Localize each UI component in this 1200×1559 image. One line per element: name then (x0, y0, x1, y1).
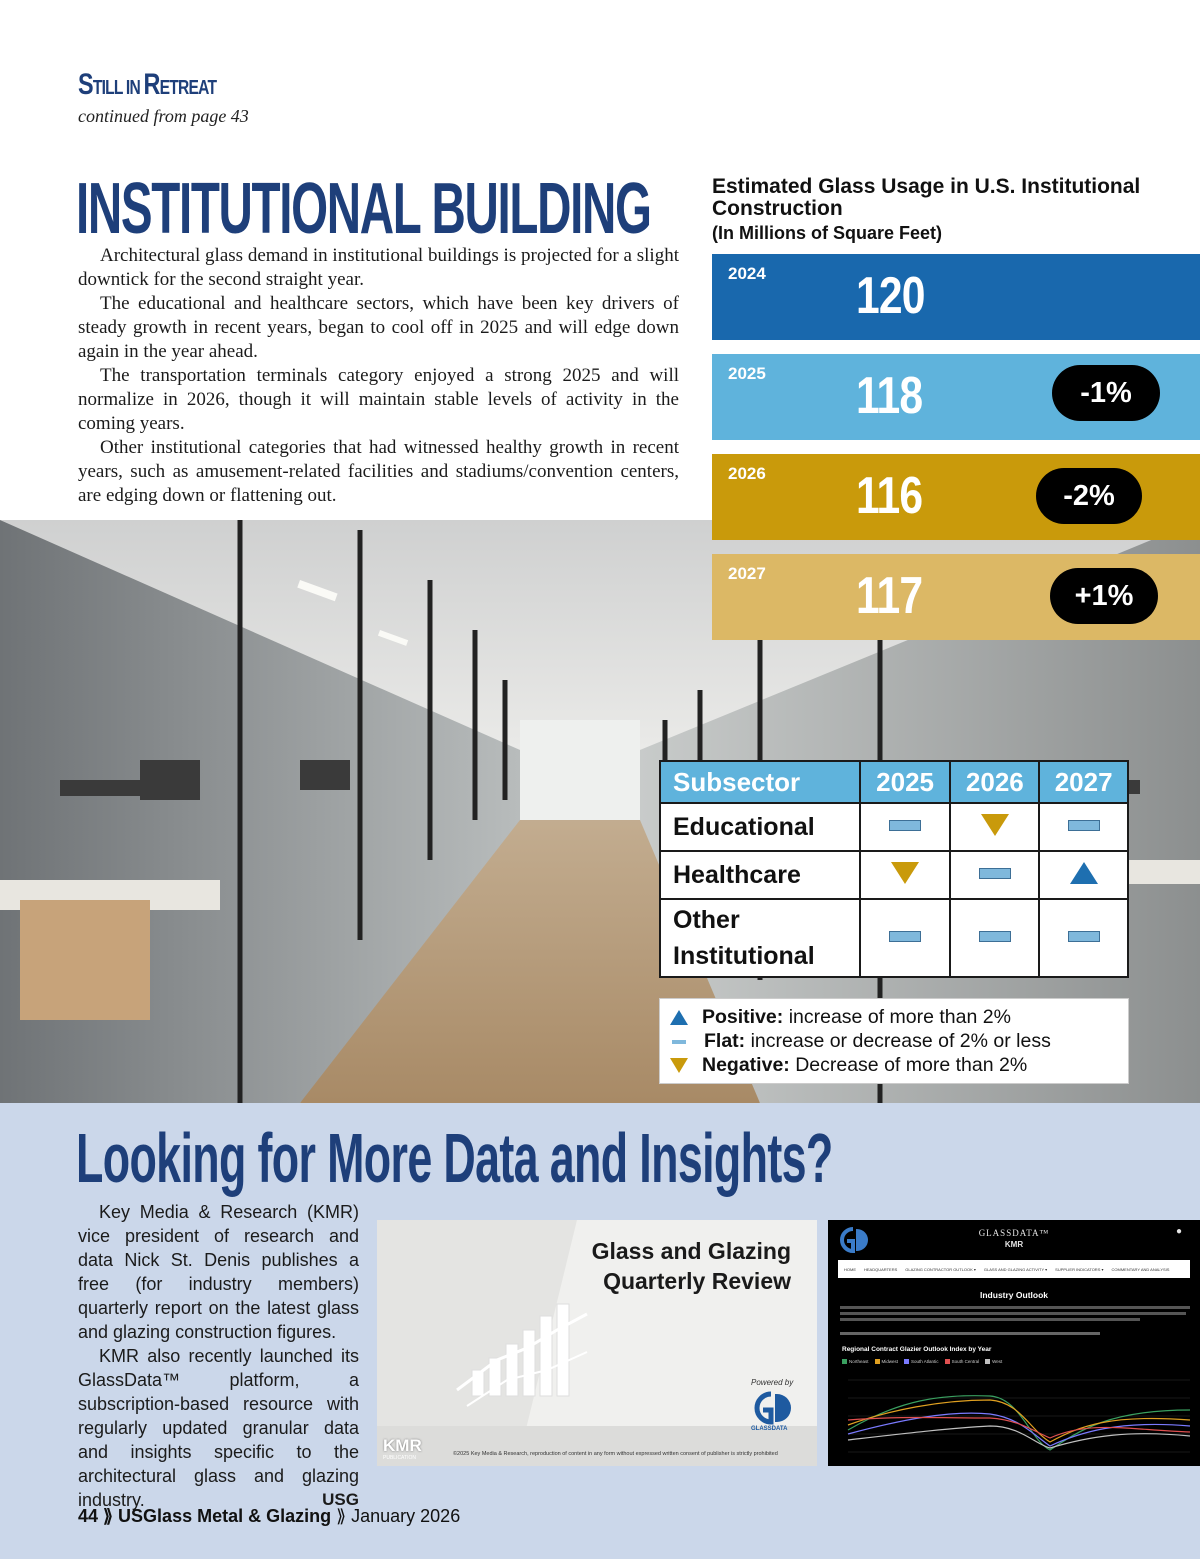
trend-legend (659, 998, 1129, 1084)
article-paragraph: Other institutional categories that had witnessed healthy growth in recent years, such as amusement-related facilities and stadiums/convention centers, are edging down or flattening out. (78, 437, 679, 506)
bar-value-label: 116 (856, 467, 923, 525)
article-paragraph: The educational and healthcare sectors, which have been key drivers of steady growth in recent years, began to cool off in 2025 and will edge down again in the year ahead. (78, 293, 679, 362)
site-chart-legend (842, 1359, 1002, 1364)
chart-subtitle: (In Millions of Square Feet) (712, 223, 943, 243)
change-badge-2026: -2% (1036, 468, 1142, 524)
issue-date: January 2026 (351, 1506, 461, 1526)
page-footer: 44 ⟫ USGlass Metal & Glazing ⟫ January 2026 (78, 1506, 461, 1526)
site-nav-item[interactable]: GLASS AND GLAZING ACTIVITY ▾ (983, 1266, 1048, 1272)
site-nav-item[interactable]: GLAZING CONTRACTOR OUTLOOK ▾ (905, 1266, 976, 1272)
subsector-outlook-table (659, 760, 1129, 978)
quarterly-review-cover-image (377, 1220, 817, 1466)
kmr-logo: KMR (383, 1436, 422, 1455)
site-nav-item[interactable]: COMMENTARY AND ANALYSIS (1111, 1266, 1170, 1272)
user-icon[interactable]: ● (1176, 1226, 1183, 1237)
kmr-publication-label: PUBLICATION (383, 1455, 416, 1461)
glassdata-logo-icon (751, 1390, 795, 1430)
subsector-label: Healthcare (660, 851, 860, 899)
table-row (660, 851, 1128, 899)
triangle-down-icon (981, 814, 1009, 836)
site-region-legend-item: Midwest (875, 1359, 899, 1364)
report-logo-text: GLASSDATA (751, 1426, 788, 1432)
glassdata-site-screenshot (828, 1220, 1200, 1466)
promo-headline: Looking for More Data and Insights? (76, 1119, 833, 1197)
table-row (660, 899, 1128, 977)
bar-value-label: 118 (856, 367, 923, 425)
change-badge-2027: +1% (1050, 568, 1158, 624)
bar-year-label: 2027 (728, 564, 766, 583)
trend-cell (950, 851, 1039, 899)
legend-item-positive: Positive: increase of more than 2% (670, 1005, 1011, 1029)
table-row (660, 803, 1128, 851)
article-paragraph: The transportation terminals category enjoyed a strong 2025 and will normalize in 2026, though it will maintain stable levels of activity in the coming years. (78, 365, 679, 434)
text-line (840, 1332, 1100, 1335)
article-body (78, 244, 679, 508)
powered-by-label: Powered by (751, 1378, 794, 1387)
subsector-label: Other Institutional (660, 899, 860, 977)
site-nav-item[interactable]: SUPPLIER INDICATORS ▾ (1055, 1266, 1104, 1272)
text-line (840, 1318, 1140, 1321)
promo-paragraph: KMR also recently launched its GlassData™ platform, a subscription-based resource with regularly updated granular data and insights specific to the architectural glass and glazing industry. USG (78, 1346, 359, 1510)
bar-value-label: 120 (856, 267, 925, 325)
dash-icon (889, 931, 921, 942)
continued-from-line: continued from page 43 (78, 106, 249, 126)
bar-value-label: 117 (856, 567, 923, 625)
dash-icon (1068, 820, 1100, 831)
site-chart-title: Regional Contract Glazier Outlook Index by Year (842, 1346, 992, 1353)
change-badge-2025: -1% (1052, 365, 1160, 421)
site-kmr-logo: KMR (1004, 1240, 1024, 1249)
triangle-down-icon (670, 1058, 688, 1073)
site-nav-item[interactable]: HEADQUARTERS (864, 1266, 898, 1272)
promo-body (78, 1200, 359, 1512)
legend-item-flat: Flat: increase or decrease of 2% or less (670, 1029, 1051, 1053)
bar-year-label: 2025 (728, 364, 766, 383)
text-line (840, 1306, 1190, 1309)
promo-paragraph: Key Media & Research (KMR) vice president of research and data Nick St. Denis publishes a free (for industry members) quarterly report on the latest glass and glazing construction figures. (78, 1202, 359, 1342)
table-header-row (660, 761, 1128, 803)
triangle-up-icon (670, 1010, 688, 1025)
article-headline: INSTITUTIONAL BUILDING (76, 169, 651, 249)
site-brand: GLASSDATA™ (978, 1228, 1050, 1238)
dash-icon (979, 931, 1011, 942)
site-region-legend-item: South Atlantic (904, 1359, 939, 1364)
bar-year-label: 2024 (728, 264, 766, 283)
site-nav-item[interactable]: HOME (844, 1266, 856, 1272)
section-kicker: STILL IN RETREAT (78, 68, 217, 101)
end-mark: USG (322, 1490, 359, 1509)
report-title: Glass and Glazing Quarterly Review (591, 1238, 791, 1294)
site-section-title: Industry Outlook (980, 1290, 1048, 1300)
triangle-up-icon (1070, 862, 1098, 884)
site-region-legend-item: West (985, 1359, 1002, 1364)
triangle-down-icon (891, 862, 919, 884)
column-header-2025: 2025 (860, 761, 951, 803)
article-paragraph: Architectural glass demand in institutional buildings is projected for a slight downtick for the second straight year. (78, 245, 679, 290)
chart-title-text: Estimated Glass Usage in U.S. Institutional Construction (712, 175, 1141, 220)
column-header-2027: 2027 (1039, 761, 1128, 803)
trend-cell (950, 803, 1039, 851)
copyright-line: ©2025 Key Media & Research, reproduction of content in any form without expressed written consent of publisher is strictly prohibited (453, 1451, 778, 1457)
column-header-subsector: Subsector (660, 761, 860, 803)
dash-icon (1068, 931, 1100, 942)
trend-cell (950, 899, 1039, 977)
trend-cell (1039, 899, 1128, 977)
magazine-name: USGlass Metal & Glazing (118, 1506, 332, 1526)
chart-title (712, 176, 1172, 244)
trend-cell (860, 851, 951, 899)
site-region-legend-item: Northeast (842, 1359, 869, 1364)
trend-cell (860, 899, 951, 977)
dash-icon (979, 868, 1011, 879)
regional-outlook-line-chart (840, 1370, 1192, 1462)
site-region-legend-item: South Central (945, 1359, 980, 1364)
legend-item-negative: Negative: Decrease of more than 2% (670, 1053, 1027, 1077)
trend-cell (1039, 851, 1128, 899)
bar-2024 (712, 254, 1200, 340)
bar-year-label: 2026 (728, 464, 766, 483)
subsector-label: Educational (660, 803, 860, 851)
dash-icon (889, 820, 921, 831)
column-header-2026: 2026 (950, 761, 1039, 803)
dash-icon (672, 1040, 686, 1044)
text-line (840, 1312, 1186, 1315)
trend-cell (860, 803, 951, 851)
site-nav-bar (838, 1260, 1190, 1278)
page-number: 44 (78, 1506, 99, 1526)
trend-cell (1039, 803, 1128, 851)
